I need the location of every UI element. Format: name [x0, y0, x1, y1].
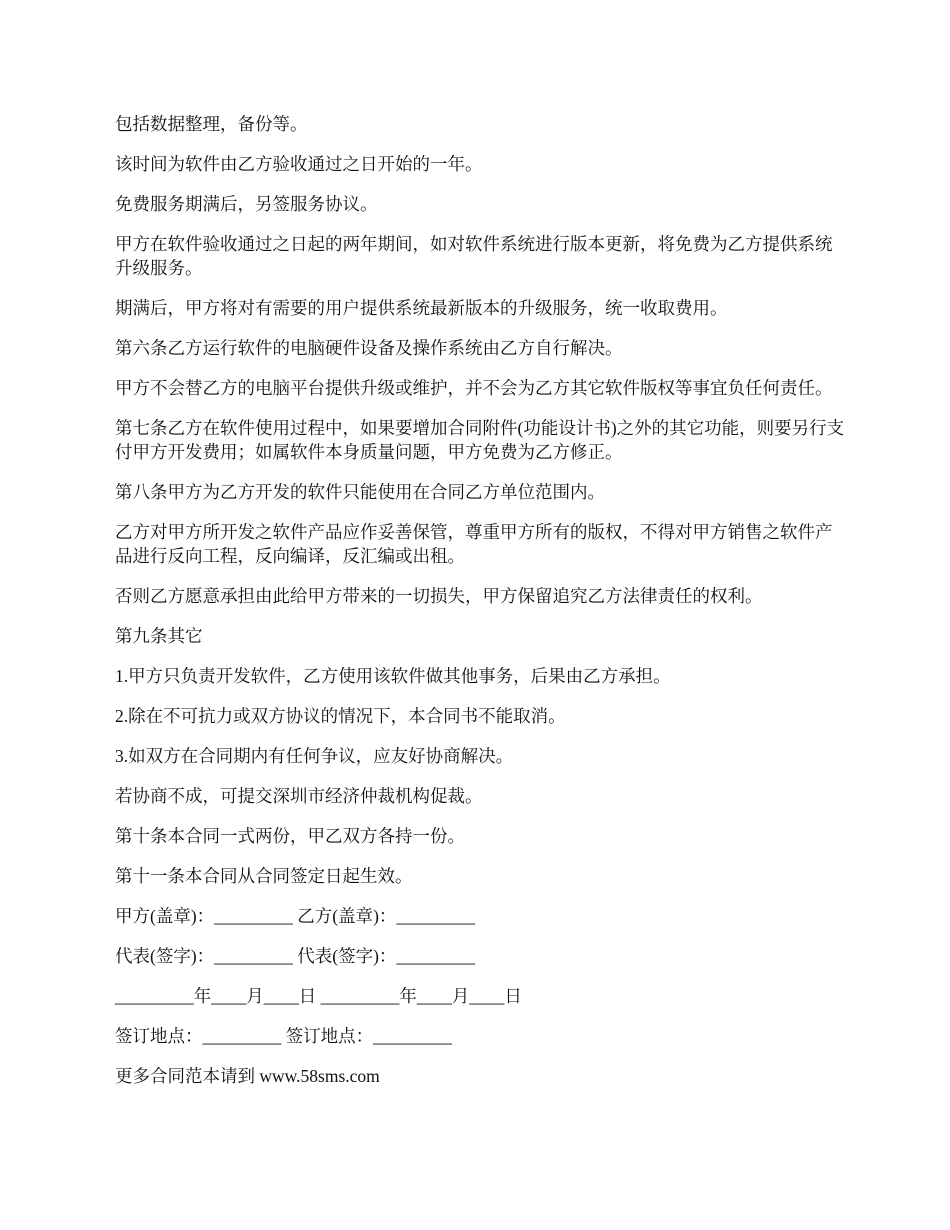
list-item: 1.甲方只负责开发软件，乙方使用该软件做其他事务，后果由乙方承担。 — [115, 666, 671, 686]
paragraph: 甲方在软件验收通过之日起的两年期间，如对软件系统进行版本更新，将免费为乙方提供系统升级服务。 — [115, 234, 833, 278]
paragraph: 甲方不会替乙方的电脑平台提供升级或维护，并不会为乙方其它软件版权等事宜负任何责任。 — [115, 378, 833, 398]
article-11-heading: 第十一条本合同从合同签定日起生效。 — [115, 866, 413, 886]
paragraph: 期满后，甲方将对有需要的用户提供系统最新版本的升级服务，统一收取费用。 — [115, 298, 728, 318]
article-6-heading: 第六条乙方运行软件的电脑硬件设备及操作系统由乙方自行解决。 — [115, 338, 623, 358]
date-line: _________年____月____日 _________年____月____日 — [115, 986, 522, 1006]
article-8-heading: 第八条甲方为乙方开发的软件只能使用在合同乙方单位范围内。 — [115, 482, 605, 502]
article-7-heading: 第七条乙方在软件使用过程中，如果要增加合同附件(功能设计书)之外的其它功能，则要另行支付甲方开发费用；如属软件本身质量问题，甲方免费为乙方修正。 — [115, 418, 845, 462]
article-9-heading: 第九条其它 — [115, 626, 203, 646]
list-item: 2.除在不可抗力或双方协议的情况下，本合同书不能取消。 — [115, 706, 566, 726]
paragraph: 该时间为软件由乙方验收通过之日开始的一年。 — [115, 154, 483, 174]
paragraph: 否则乙方愿意承担由此给甲方带来的一切损失，甲方保留追究乙方法律责任的权利。 — [115, 586, 763, 606]
seal-line: 甲方(盖章)：_________ 乙方(盖章)：_________ — [115, 906, 476, 926]
paragraph: 乙方对甲方所开发之软件产品应作妥善保管，尊重甲方所有的版权，不得对甲方销售之软件产品进行反向工程，反向编译，反汇编或出租。 — [115, 522, 833, 566]
paragraph: 若协商不成，可提交深圳市经济仲裁机构促裁。 — [115, 786, 483, 806]
list-item: 3.如双方在合同期内有任何争议，应友好协商解决。 — [115, 746, 514, 766]
paragraph: 包括数据整理，备份等。 — [115, 114, 308, 134]
article-10-heading: 第十条本合同一式两份，甲乙双方各持一份。 — [115, 826, 465, 846]
signature-line: 代表(签字)：_________ 代表(签字)：_________ — [115, 946, 476, 966]
footer-note: 更多合同范本请到 www.58sms.com — [115, 1066, 380, 1086]
signing-location-line: 签订地点：_________ 签订地点：_________ — [115, 1026, 452, 1046]
paragraph: 免费服务期满后，另签服务协议。 — [115, 194, 378, 214]
document-body — [115, 112, 845, 1104]
